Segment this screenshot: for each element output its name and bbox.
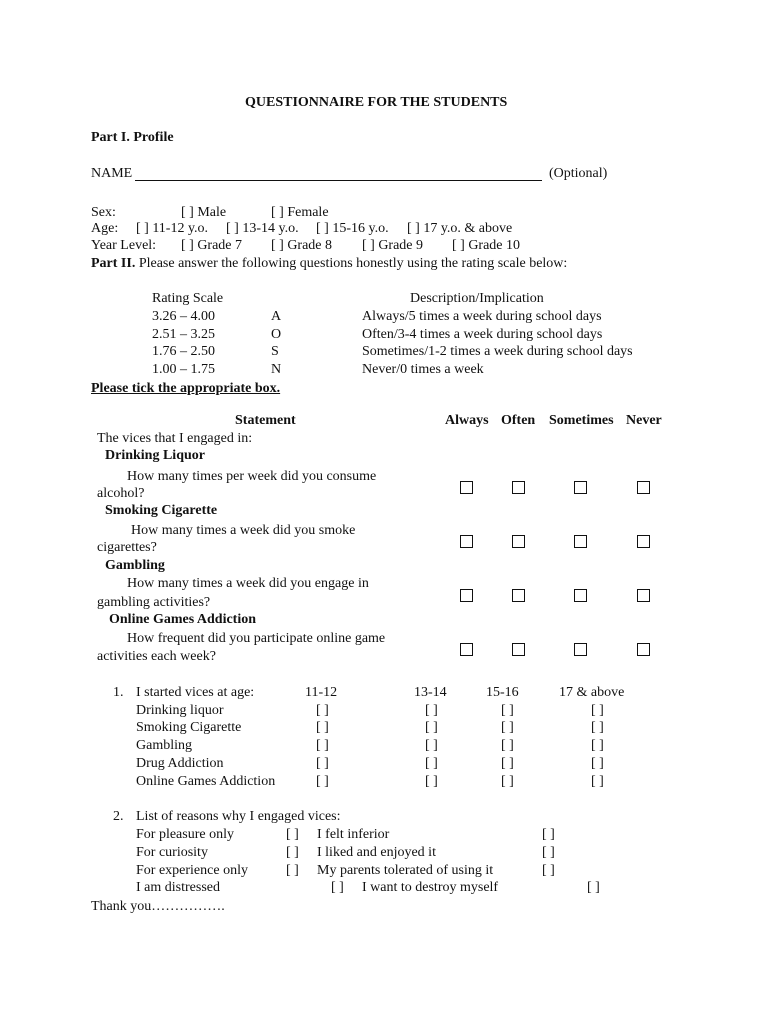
checkbox-liquor-never[interactable] bbox=[637, 481, 650, 494]
q1-mark[interactable]: [ ] bbox=[425, 720, 438, 735]
checkbox-gambling-always[interactable] bbox=[460, 589, 473, 602]
statement-line1: How frequent did you participate online game bbox=[127, 631, 386, 646]
checkbox-cigarette-never[interactable] bbox=[637, 535, 650, 548]
age-label: Age: bbox=[91, 221, 119, 236]
scale-code-s: S bbox=[271, 344, 279, 359]
q2-reason: I liked and enjoyed it bbox=[317, 845, 436, 860]
name-field[interactable] bbox=[135, 180, 542, 181]
q1-mark[interactable]: [ ] bbox=[425, 756, 438, 771]
header-sometimes: Sometimes bbox=[549, 413, 614, 428]
statement-line1: How many times a week did you smoke bbox=[131, 523, 356, 538]
q1-row-label: Gambling bbox=[136, 738, 192, 753]
q1-row-label: Smoking Cigarette bbox=[136, 720, 242, 735]
header-often: Often bbox=[501, 413, 536, 428]
year-option-grade-10[interactable]: [ ] Grade 10 bbox=[452, 238, 521, 253]
scale-code-o: O bbox=[271, 327, 282, 342]
age-option-15-16[interactable]: [ ] 15-16 y.o. bbox=[316, 221, 389, 236]
scale-code-n: N bbox=[271, 362, 282, 377]
q2-mark[interactable]: [ ] bbox=[542, 827, 555, 842]
year-option-grade-9[interactable]: [ ] Grade 9 bbox=[362, 238, 424, 253]
checkbox-cigarette-often[interactable] bbox=[512, 535, 525, 548]
q2-reason: For curiosity bbox=[136, 845, 208, 860]
scale-range-o: 2.51 – 3.25 bbox=[152, 327, 215, 342]
q1-col-17-above: 17 & above bbox=[559, 685, 625, 700]
q1-mark[interactable]: [ ] bbox=[316, 738, 329, 753]
sex-label: Sex: bbox=[91, 205, 116, 220]
q1-row-label: Drinking liquor bbox=[136, 703, 224, 718]
q1-mark[interactable]: [ ] bbox=[316, 756, 329, 771]
statement-line2: gambling activities? bbox=[97, 595, 211, 610]
q1-mark[interactable]: [ ] bbox=[501, 703, 514, 718]
checkbox-gambling-often[interactable] bbox=[512, 589, 525, 602]
checkbox-online-games-sometimes[interactable] bbox=[574, 643, 587, 656]
name-label: NAME bbox=[91, 166, 133, 181]
checkbox-liquor-sometimes[interactable] bbox=[574, 481, 587, 494]
q2-reason: My parents tolerated of using it bbox=[317, 863, 494, 878]
checkbox-online-games-never[interactable] bbox=[637, 643, 650, 656]
part2-intro bbox=[91, 257, 567, 271]
q1-row-label: Drug Addiction bbox=[136, 756, 224, 771]
scale-desc-a: Always/5 times a week during school days bbox=[362, 309, 602, 324]
vices-intro: The vices that I engaged in: bbox=[97, 431, 253, 446]
checkbox-cigarette-always[interactable] bbox=[460, 535, 473, 548]
q1-label: I started vices at age: bbox=[136, 685, 255, 700]
category-gambling: Gambling bbox=[105, 558, 165, 573]
category-drinking-liquor: Drinking Liquor bbox=[105, 448, 205, 463]
header-statement: Statement bbox=[235, 413, 296, 428]
q2-mark[interactable]: [ ] bbox=[542, 845, 555, 860]
statement-line2: alcohol? bbox=[97, 486, 145, 501]
q1-mark[interactable]: [ ] bbox=[501, 774, 514, 789]
statement-line1: How many times a week did you engage in bbox=[127, 576, 369, 591]
q2-reason: I am distressed bbox=[136, 880, 220, 895]
q2-mark[interactable]: [ ] bbox=[542, 863, 555, 878]
q2-reason: I want to destroy myself bbox=[362, 880, 499, 895]
tick-instruction: Please tick the appropriate box. bbox=[91, 381, 281, 396]
scale-desc-o: Often/3-4 times a week during school days bbox=[362, 327, 603, 342]
q2-reason: For pleasure only bbox=[136, 827, 234, 842]
age-option-13-14[interactable]: [ ] 13-14 y.o. bbox=[226, 221, 299, 236]
q2-mark[interactable]: [ ] bbox=[286, 827, 299, 842]
checkbox-liquor-often[interactable] bbox=[512, 481, 525, 494]
q1-mark[interactable]: [ ] bbox=[425, 703, 438, 718]
q1-mark[interactable]: [ ] bbox=[501, 738, 514, 753]
q1-row-label: Online Games Addiction bbox=[136, 774, 276, 789]
scale-range-a: 3.26 – 4.00 bbox=[152, 309, 215, 324]
year-level-label: Year Level: bbox=[91, 238, 157, 253]
q1-mark[interactable]: [ ] bbox=[591, 738, 604, 753]
scale-desc-n: Never/0 times a week bbox=[362, 362, 484, 377]
page-title: QUESTIONNAIRE FOR THE STUDENTS bbox=[245, 95, 508, 110]
checkbox-gambling-never[interactable] bbox=[637, 589, 650, 602]
q1-mark[interactable]: [ ] bbox=[591, 703, 604, 718]
sex-option-female[interactable]: [ ] Female bbox=[271, 205, 329, 220]
sex-option-male[interactable]: [ ] Male bbox=[181, 205, 227, 220]
q1-mark[interactable]: [ ] bbox=[501, 720, 514, 735]
scale-code-a: A bbox=[271, 309, 282, 324]
scale-desc-s: Sometimes/1-2 times a week during school days bbox=[362, 344, 633, 359]
q1-mark[interactable]: [ ] bbox=[316, 720, 329, 735]
q1-mark[interactable]: [ ] bbox=[591, 774, 604, 789]
q2-mark[interactable]: [ ] bbox=[331, 880, 344, 895]
statement-line2: cigarettes? bbox=[97, 540, 157, 555]
q1-col-15-16: 15-16 bbox=[486, 685, 519, 700]
age-option-11-12[interactable]: [ ] 11-12 y.o. bbox=[136, 221, 209, 236]
q2-label: List of reasons why I engaged vices: bbox=[136, 809, 341, 824]
q2-reason: I felt inferior bbox=[317, 827, 390, 842]
rating-scale-header: Rating Scale bbox=[152, 291, 224, 306]
scale-range-s: 1.76 – 2.50 bbox=[152, 344, 215, 359]
category-smoking-cigarette: Smoking Cigarette bbox=[105, 503, 218, 518]
part2-instruction: Please answer the following questions honestly using the rating scale below: bbox=[138, 256, 568, 271]
part1-heading: Part I. Profile bbox=[91, 130, 174, 145]
name-optional-note: (Optional) bbox=[549, 166, 608, 181]
header-always: Always bbox=[445, 413, 489, 428]
q2-mark[interactable]: [ ] bbox=[587, 880, 600, 895]
age-option-17-above[interactable]: [ ] 17 y.o. & above bbox=[407, 221, 513, 236]
q1-number: 1. bbox=[113, 685, 124, 700]
q1-col-11-12: 11-12 bbox=[305, 685, 338, 700]
checkbox-liquor-always[interactable] bbox=[460, 481, 473, 494]
q1-mark[interactable]: [ ] bbox=[316, 774, 329, 789]
year-option-grade-7[interactable]: [ ] Grade 7 bbox=[181, 238, 243, 253]
thank-you-note: Thank you……………. bbox=[91, 899, 225, 914]
statement-line1: How many times per week did you consume bbox=[127, 469, 377, 484]
q1-mark[interactable]: [ ] bbox=[425, 774, 438, 789]
year-option-grade-8[interactable]: [ ] Grade 8 bbox=[271, 238, 333, 253]
q2-number: 2. bbox=[113, 809, 124, 824]
category-online-games: Online Games Addiction bbox=[109, 612, 257, 627]
q1-mark[interactable]: [ ] bbox=[591, 756, 604, 771]
q2-reason: For experience only bbox=[136, 863, 248, 878]
q2-mark[interactable]: [ ] bbox=[286, 863, 299, 878]
checkbox-online-games-always[interactable] bbox=[460, 643, 473, 656]
checkbox-online-games-often[interactable] bbox=[512, 643, 525, 656]
q2-mark[interactable]: [ ] bbox=[286, 845, 299, 860]
q1-mark[interactable]: [ ] bbox=[591, 720, 604, 735]
scale-range-n: 1.00 – 1.75 bbox=[152, 362, 215, 377]
q1-mark[interactable]: [ ] bbox=[316, 703, 329, 718]
q1-mark[interactable]: [ ] bbox=[425, 738, 438, 753]
checkbox-gambling-sometimes[interactable] bbox=[574, 589, 587, 602]
q1-col-13-14: 13-14 bbox=[414, 685, 447, 700]
checkbox-cigarette-sometimes[interactable] bbox=[574, 535, 587, 548]
header-never: Never bbox=[626, 413, 662, 428]
description-header: Description/Implication bbox=[410, 291, 544, 306]
part2-heading: Part II. bbox=[91, 256, 136, 271]
statement-line2: activities each week? bbox=[97, 649, 216, 664]
q1-mark[interactable]: [ ] bbox=[501, 756, 514, 771]
